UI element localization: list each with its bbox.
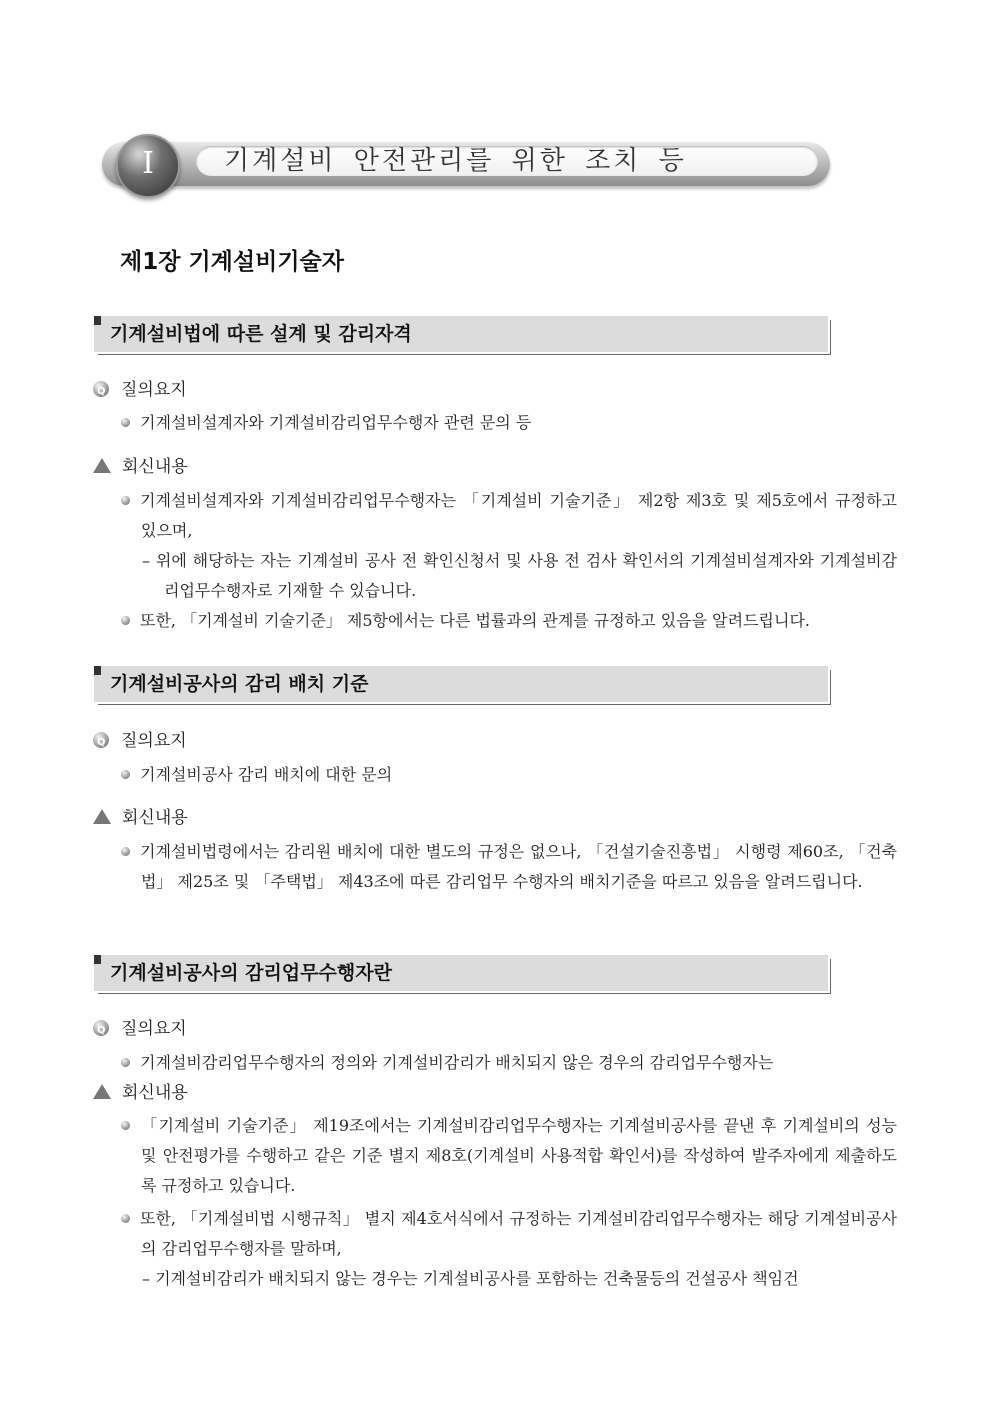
section-header — [94, 955, 832, 995]
reply-label: 회신내용 — [93, 1081, 188, 1105]
query-label: Q질의요지 — [93, 378, 187, 402]
bullet-icon — [121, 418, 130, 427]
triangle-icon — [93, 1084, 111, 1099]
part-numeral: I — [142, 146, 154, 181]
question-icon — [93, 732, 109, 748]
bullet-icon — [121, 770, 130, 779]
question-icon — [93, 381, 109, 397]
triangle-icon — [93, 809, 111, 824]
reply-item: 「기계설비 기술기준」 제19조에서는 기계설비감리업무수행자는 기계설비공사를 끝낸 후 기계설비의 성능 및 안전평가를 수행하고 같은 기준 별지 제8호(기계설비 사용적합 확인서)를 작성하여 발주자에게 제출하도록 규정하고 있습니다. — [121, 1111, 897, 1201]
reply-label: 회신내용 — [93, 455, 188, 479]
reply-item: 또한, 「기계설비 기술기준」 제5항에서는 다른 법률과의 관계를 규정하고 있음을 알려드립니다. — [121, 606, 897, 636]
section-marker-icon — [94, 955, 101, 964]
reply-label: 회신내용 — [93, 806, 188, 830]
bullet-icon — [121, 847, 130, 856]
bullet-icon — [121, 496, 130, 505]
query-item: 기계설비설계자와 기계설비감리업무수행자 관련 문의 등 — [121, 408, 897, 438]
section-marker-icon — [94, 666, 101, 675]
query-item: 기계설비감리업무수행자의 정의와 기계설비감리가 배치되지 않은 경우의 감리업무수행자는 — [121, 1048, 897, 1078]
chapter-title: 제1장 기계설비기술자 — [120, 249, 344, 275]
section-title: 기계설비공사의 감리 배치 기준 — [110, 673, 369, 695]
reply-subitem: – 기계설비감리가 배치되지 않는 경우는 기계설비공사를 포함하는 건축물등의 건설공사 책임건 — [142, 1269, 799, 1288]
section-title: 기계설비공사의 감리업무수행자란 — [110, 962, 392, 984]
section-header — [94, 316, 832, 356]
reply-item: 기계설비법령에서는 감리원 배치에 대한 별도의 규정은 없으나, 「건설기술진흥법」 시행령 제60조, 「건축법」 제25조 및 「주택법」 제43조에 따른 감리업무 수행자의 배치기준을 따르고 있음을 알려드립니다. — [121, 837, 897, 897]
section-header — [94, 666, 832, 706]
triangle-icon — [93, 458, 111, 473]
reply-subitem: – 위에 해당하는 자는 기계설비 공사 전 확인신청서 및 사용 전 검사 확인서의 기계설비설계자와 기계설비감리업무수행자로 기재할 수 있습니다. — [142, 551, 897, 600]
part-banner — [94, 136, 832, 196]
part-title: 기계설비 안전관리를 위한 조치 등 — [224, 146, 687, 176]
section-marker-icon — [94, 316, 101, 325]
bullet-icon — [121, 1058, 130, 1067]
bullet-icon — [121, 1214, 130, 1223]
bullet-icon — [121, 1121, 130, 1130]
section-title: 기계설비법에 따른 설계 및 감리자격 — [110, 323, 412, 345]
bullet-icon — [121, 616, 130, 625]
query-item: 기계설비공사 감리 배치에 대한 문의 — [121, 760, 897, 790]
query-label: Q질의요지 — [93, 1017, 187, 1041]
reply-item: 기계설비설계자와 기계설비감리업무수행자는 「기계설비 기술기준」 제2항 제3호 및 제5호에서 규정하고 있으며, — [121, 486, 897, 546]
question-icon — [93, 1020, 109, 1036]
query-label: Q질의요지 — [93, 729, 187, 753]
reply-item: 또한, 「기계설비법 시행규칙」 별지 제4호서식에서 규정하는 기계설비감리업무수행자는 해당 기계설비공사의 감리업무수행자를 말하며, — [121, 1204, 897, 1264]
